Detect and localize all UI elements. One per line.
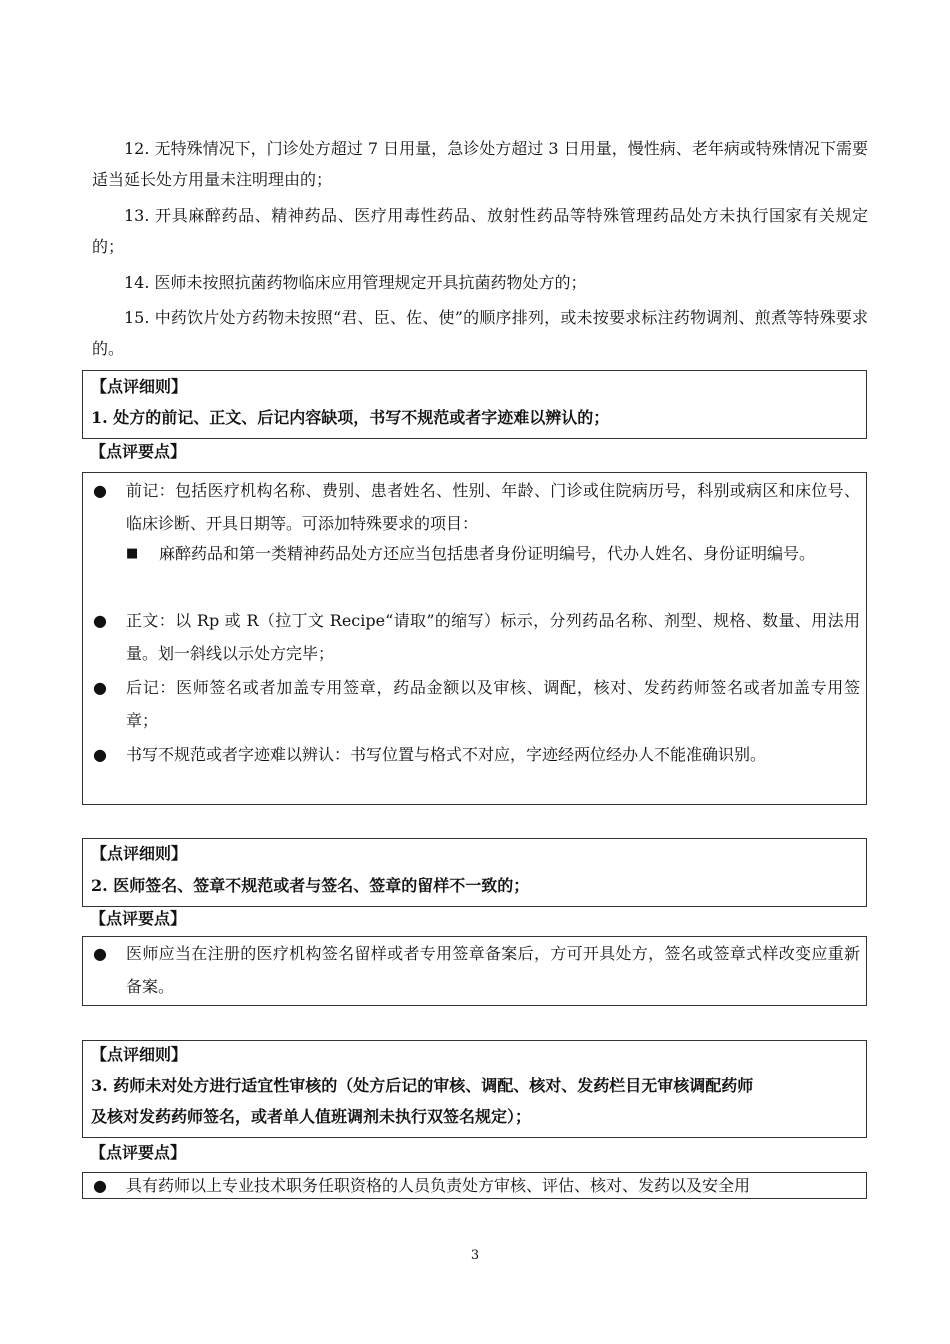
page-number: 3 [470, 1248, 480, 1263]
point-text: 正文：以 Rp 或 R（拉丁文 Recipe“请取”的缩写）标示，分列药品名称、剂型、规格、数量、用法用量。划一斜线以示处方完毕； [126, 611, 860, 663]
rule-text-line-1: 3. 药师未对处方进行适宜性审核的（处方后记的审核、调配、核对、发药栏目无审核调配药师 [91, 1076, 754, 1095]
points-box-1 [82, 472, 867, 805]
point-text: 麻醉药品和第一类精神药品处方还应当包括患者身份证明编号，代办人姓名、身份证明编号。 [159, 544, 816, 563]
point-text: 医师应当在注册的医疗机构签名留样或者专用签章备案后，方可开具处方，签名或签章式样改变应重新备案。 [126, 944, 860, 996]
point-text: 前记：包括医疗机构名称、费别、患者姓名、性别、年龄、门诊或住院病历号，科别或病区和床位号、临床诊断、开具日期等。可添加特殊要求的项目： [126, 481, 860, 533]
point-text: 具有药师以上专业技术职务任职资格的人员负责处方审核、评估、核对、发药以及安全用 [126, 1176, 751, 1195]
rule-text-line-2: 及核对发药药师签名，或者单人值班调剂未执行双签名规定）； [91, 1107, 532, 1126]
points-heading-label: 【点评要点】 [90, 909, 187, 928]
paragraph-14: 14. 医师未按照抗菌药物临床应用管理规定开具抗菌药物处方的； [124, 273, 587, 292]
bullet-icon: ● [93, 1176, 107, 1195]
rule-box-3 [82, 1040, 867, 1138]
rule-box-2 [82, 838, 867, 907]
square-bullet-icon: ■ [126, 546, 139, 561]
paragraph-12: 12. 无特殊情况下，门诊处方超过 7 日用量，急诊处方超过 3 日用量，慢性病、老年病或特殊情况下需要适当延长处方用量未注明理由的； [92, 139, 868, 189]
bullet-icon: ● [93, 745, 107, 764]
rule-heading-label: 【点评细则】 [91, 1045, 188, 1064]
rule-heading-label: 【点评细则】 [91, 377, 188, 396]
points-box-2 [82, 936, 867, 1006]
rule-heading-label: 【点评细则】 [91, 844, 188, 863]
paragraph-15: 15. 中药饮片处方药物未按照“君、臣、佐、使”的顺序排列，或未按要求标注药物调剂、煎煮等特殊要求的。 [92, 308, 868, 358]
rule-text: 1. 处方的前记、正文、后记内容缺项，书写不规范或者字迹难以辨认的； [91, 408, 610, 427]
bullet-icon: ● [93, 678, 107, 697]
point-text: 后记：医师签名或者加盖专用签章，药品金额以及审核、调配，核对、发药药师签名或者加盖专用签章； [126, 678, 860, 730]
rule-text: 2. 医师签名、签章不规范或者与签名、签章的留样不一致的； [91, 876, 530, 895]
rule-box-1 [82, 370, 867, 439]
point-text: 书写不规范或者字迹难以辨认：书写位置与格式不对应，字迹经两位经办人不能准确识别。 [126, 745, 767, 764]
bullet-icon: ● [93, 481, 107, 500]
points-heading-label: 【点评要点】 [90, 442, 187, 461]
paragraph-13: 13. 开具麻醉药品、精神药品、医疗用毒性药品、放射性药品等特殊管理药品处方未执行国家有关规定的； [92, 206, 868, 256]
points-heading-label: 【点评要点】 [90, 1143, 187, 1162]
bullet-icon: ● [93, 611, 107, 630]
points-box-3 [82, 1172, 867, 1199]
bullet-icon: ● [93, 944, 107, 963]
